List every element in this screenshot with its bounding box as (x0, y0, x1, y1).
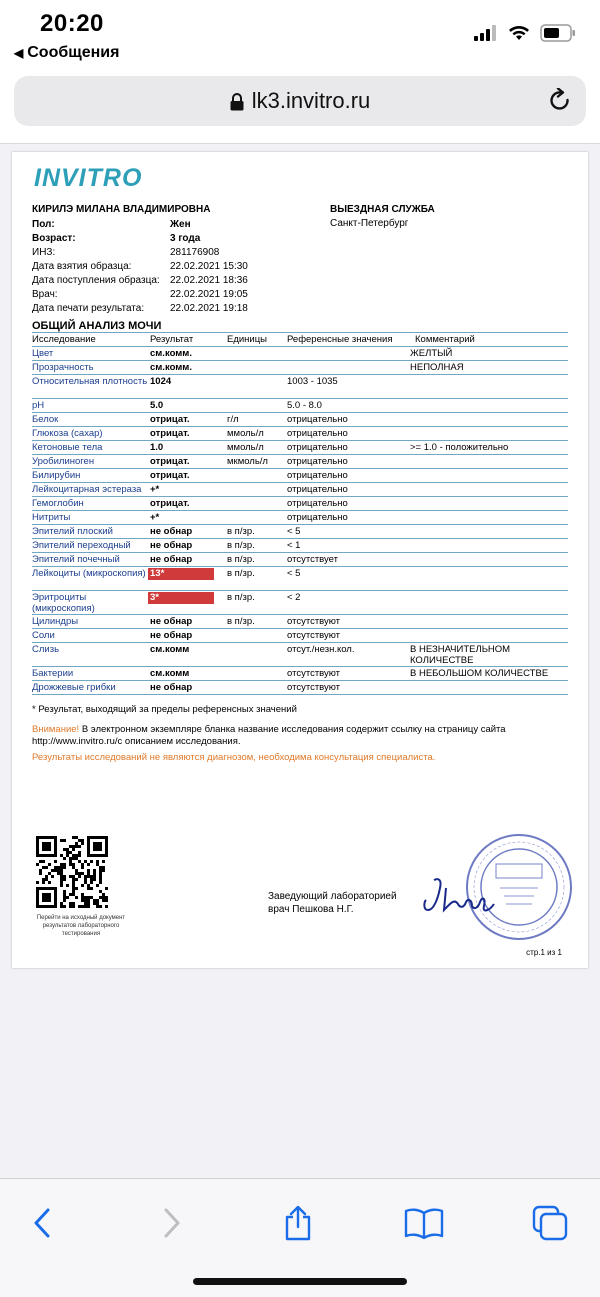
info-label: Дата печати результата: (32, 303, 145, 314)
test-name: Бактерии (32, 668, 74, 679)
info-label: Возраст: (32, 233, 76, 244)
test-result: отрицат. (150, 428, 190, 439)
test-name: Глюкоза (сахар) (32, 428, 103, 439)
test-reference: отсутствуют (287, 682, 341, 693)
info-label: Пол: (32, 219, 55, 230)
test-units: г/л (227, 414, 239, 425)
table-row (32, 413, 568, 427)
test-reference: < 2 (287, 592, 301, 603)
info-row (32, 219, 191, 230)
test-reference: отсутствуют (287, 630, 341, 641)
test-name: Лейкоциты (микроскопия) (32, 568, 146, 579)
qr-code[interactable] (36, 836, 108, 908)
share-button[interactable] (276, 1201, 320, 1245)
table-row (32, 361, 568, 375)
wifi-icon (508, 25, 530, 41)
table-row (32, 469, 568, 483)
test-result: см.комм (150, 668, 190, 679)
info-label: Врач: (32, 289, 58, 300)
test-comment: НЕПОЛНАЯ (410, 362, 464, 373)
info-value: 22.02.2021 18:36 (170, 275, 248, 286)
table-row (32, 553, 568, 567)
url-display[interactable] (14, 88, 586, 114)
table-row (32, 615, 568, 629)
header-comment: Комментарий (415, 334, 475, 345)
test-reference: отсутствуют (287, 616, 341, 627)
info-value: 22.02.2021 15:30 (170, 261, 248, 272)
table-header (32, 333, 568, 347)
book-icon (404, 1207, 444, 1239)
test-result: не обнар (150, 630, 193, 641)
header-units: Единицы (227, 334, 268, 345)
invitro-logo: INVITRO (34, 164, 143, 192)
table-row (32, 483, 568, 497)
test-reference: отрицательно (287, 456, 348, 467)
test-result: 5.0 (150, 400, 164, 411)
info-row (32, 303, 248, 314)
test-name: Соли (32, 630, 55, 641)
chevron-right-icon (162, 1208, 182, 1238)
test-result: отрицат. (150, 456, 190, 467)
test-result: см.комм (150, 644, 190, 655)
test-result: см.комм. (150, 348, 192, 359)
table-row (32, 455, 568, 469)
test-result: 1.0 (150, 442, 164, 453)
test-reference: < 5 (287, 526, 301, 537)
test-reference: отрицательно (287, 512, 348, 523)
test-units: в п/зр. (227, 568, 255, 579)
test-comment: ЖЕЛТЫЙ (410, 348, 453, 359)
browser-address-area (0, 66, 600, 144)
disclaimer: Результаты исследований не являются диагнозом, необходима консультация специалиста. (32, 752, 436, 763)
lock-icon (230, 93, 244, 111)
test-units: ммоль/л (227, 442, 264, 453)
service-name: ВЫЕЗДНАЯ СЛУЖБА (330, 204, 435, 215)
test-units: в п/зр. (227, 554, 255, 565)
test-comment: В НЕЗНАЧИТЕЛЬНОМ КОЛИЧЕСТВЕ (410, 644, 511, 666)
test-units: в п/зр. (227, 526, 255, 537)
test-result: не обнар (150, 682, 193, 693)
test-name: Эпителий переходный (32, 540, 131, 551)
info-value: 22.02.2021 19:05 (170, 289, 248, 300)
attention-note (32, 724, 552, 748)
test-result: 13* (148, 568, 214, 580)
table-row (32, 427, 568, 441)
test-name: Белок (32, 414, 59, 425)
test-result: отрицат. (150, 498, 190, 509)
test-reference: отрицательно (287, 498, 348, 509)
table-row (32, 441, 568, 455)
clock: 20:20 (40, 10, 104, 37)
info-label: Дата поступления образца: (32, 275, 160, 286)
test-name: Билирубин (32, 470, 81, 481)
header-test: Исследование (32, 334, 96, 345)
table-body (32, 347, 568, 695)
forward-button[interactable] (150, 1201, 194, 1245)
test-result: +* (150, 512, 160, 523)
table-row (32, 643, 568, 667)
info-row (32, 233, 200, 244)
section-title: ОБЩИЙ АНАЛИЗ МОЧИ (32, 320, 162, 332)
status-icons (474, 24, 576, 42)
url-text: lk3.invitro.ru (251, 88, 371, 113)
test-result: не обнар (150, 554, 193, 565)
test-result: 3* (148, 592, 214, 604)
test-units: мкмоль/л (227, 456, 268, 467)
test-name: Дрожжевые грибки (32, 682, 116, 693)
test-name: Прозрачность (32, 362, 94, 373)
test-name: Уробилиноген (32, 456, 95, 467)
test-reference: отсут./незн.кол. (287, 644, 355, 655)
test-name: Кетоновые тела (32, 442, 103, 453)
info-row (32, 289, 248, 300)
test-name: Лейкоцитарная эстераза (32, 484, 142, 495)
qr-caption: Перейти на исходный документ результатов лабораторного тестирования (36, 915, 126, 937)
table-row (32, 567, 568, 591)
test-reference: 1003 - 1035 (287, 376, 338, 387)
test-comment: >= 1.0 - положительно (410, 442, 509, 453)
tabs-icon (532, 1205, 568, 1241)
table-row (32, 375, 568, 399)
test-name: Эпителий почечный (32, 554, 120, 565)
test-name: Цилиндры (32, 616, 79, 627)
patient-name: КИРИЛЭ МИЛАНА ВЛАДИМИРОВНА (32, 204, 211, 215)
test-reference: отрицательно (287, 484, 348, 495)
back-to-app-link[interactable] (14, 44, 119, 62)
test-name: Эритроциты (микроскопия) (32, 592, 95, 614)
test-result: 1024 (150, 376, 172, 387)
test-reference: отсутствует (287, 554, 338, 565)
back-button[interactable] (20, 1201, 64, 1245)
address-bar[interactable] (14, 76, 586, 126)
test-result: +* (150, 484, 160, 495)
status-bar (0, 0, 600, 66)
test-reference: отсутствуют (287, 668, 341, 679)
info-value: 281176908 (170, 247, 220, 258)
info-row (32, 261, 248, 272)
signal-icon (474, 25, 498, 41)
test-reference: 5.0 - 8.0 (287, 400, 322, 411)
test-result: не обнар (150, 616, 193, 627)
reload-icon[interactable] (548, 88, 572, 114)
test-reference: отрицательно (287, 428, 348, 439)
table-row (32, 539, 568, 553)
test-reference: отрицательно (287, 442, 348, 453)
test-units: ммоль/л (227, 428, 264, 439)
table-row (32, 399, 568, 413)
test-units: в п/зр. (227, 540, 255, 551)
test-name: Относительная плотность (32, 376, 148, 387)
test-units: в п/зр. (227, 616, 255, 627)
table-row (32, 511, 568, 525)
test-result: отрицат. (150, 470, 190, 481)
test-comment: В НЕБОЛЬШОМ КОЛИЧЕСТВЕ (410, 668, 549, 679)
test-result: не обнар (150, 540, 193, 551)
test-reference: < 1 (287, 540, 301, 551)
test-result: см.комм. (150, 362, 192, 373)
chevron-left-icon (32, 1208, 52, 1238)
test-units: в п/зр. (227, 592, 255, 603)
back-triangle-icon: ◀ (14, 46, 24, 60)
battery-icon (540, 24, 576, 42)
test-name: Цвет (32, 348, 54, 359)
lab-result-document (12, 152, 588, 968)
test-name: Эпителий плоский (32, 526, 113, 537)
city: Санкт-Петербург (330, 218, 409, 229)
test-name: Слизь (32, 644, 60, 655)
head-lab-title: Заведующий лабораторией (268, 891, 397, 902)
table-row (32, 681, 568, 695)
info-row (32, 275, 248, 286)
results-table (32, 332, 568, 695)
info-value: Жен (170, 219, 191, 230)
test-reference: < 5 (287, 568, 301, 579)
table-row (32, 591, 568, 615)
info-label: Дата взятия образца: (32, 261, 132, 272)
home-indicator (193, 1278, 407, 1285)
test-name: Гемоглобин (32, 498, 84, 509)
table-row (32, 497, 568, 511)
header-result: Результат (150, 334, 194, 345)
share-icon (283, 1205, 313, 1241)
tabs-button[interactable] (528, 1201, 572, 1245)
info-row (32, 247, 219, 258)
bookmarks-button[interactable] (402, 1201, 446, 1245)
info-value: 22.02.2021 19:18 (170, 303, 248, 314)
test-result: отрицат. (150, 414, 190, 425)
test-result: не обнар (150, 526, 193, 537)
table-row (32, 629, 568, 643)
test-name: pH (32, 400, 45, 411)
signature-icon (420, 874, 500, 918)
info-value: 3 года (170, 233, 201, 244)
test-reference: отрицательно (287, 470, 348, 481)
attention-text: В электронном экземпляре бланка название исследования содержит ссылку на страницу сайта http://www.invitro.ru/с описанием исследования. (32, 724, 506, 747)
page-number: стр.1 из 1 (526, 948, 562, 957)
footnote: * Результат, выходящий за пределы референсных значений (32, 704, 297, 715)
test-name: Нитриты (32, 512, 71, 523)
head-of-lab (268, 890, 397, 916)
head-lab-name: врач Пешкова Н.Г. (268, 904, 354, 915)
info-label: ИНЗ: (32, 247, 56, 258)
back-app-label: Сообщения (27, 44, 120, 61)
test-reference: отрицательно (287, 414, 348, 425)
table-row (32, 347, 568, 361)
header-reference: Референсные значения (287, 334, 393, 345)
table-row (32, 667, 568, 681)
table-row (32, 525, 568, 539)
attention-label: Внимание! (32, 724, 80, 735)
